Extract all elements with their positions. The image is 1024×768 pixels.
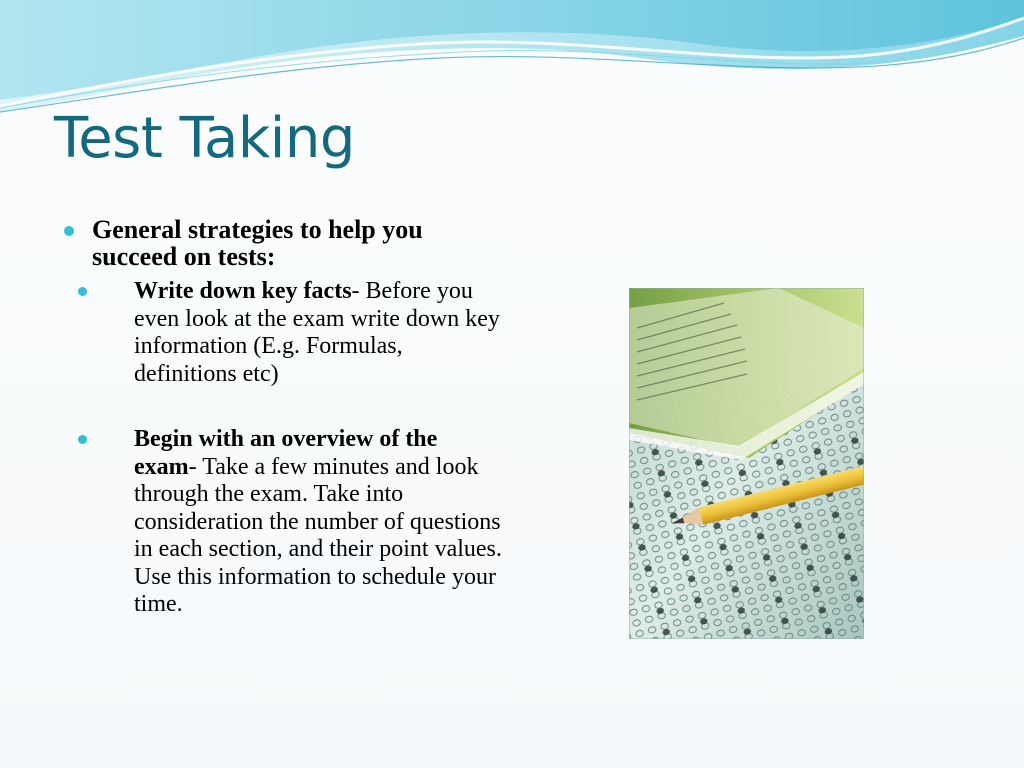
bullet-dot-icon (78, 287, 87, 296)
sub-bullet-heading: Begin with an overview of the exam (134, 426, 438, 480)
sub-bullet-heading: Write down key facts (134, 278, 352, 304)
exam-sheet-photo (629, 288, 864, 639)
slide-title: Test Taking (54, 106, 355, 171)
bullet-dot-icon (78, 435, 87, 444)
sub-bullet-key-facts (104, 278, 504, 388)
sub-bullet-body: - Before you even look at the exam write down key information (E.g. Formulas, definitions etc) (134, 278, 500, 387)
bullet-main (62, 216, 512, 270)
sub-bullet-body: - Take a few minutes and look through the exam. Take into consideration the number of questions in each section, and their point values. Use this information to schedule your time. (134, 453, 502, 617)
bullet-dot-icon (64, 226, 74, 236)
header-wave-decoration (0, 0, 1024, 120)
bullet-main-text: General strategies to help you succeed on tests: (92, 215, 423, 271)
sub-bullet-text (134, 426, 504, 619)
bullet-list (62, 216, 512, 619)
exam-answer-sheet-with-pencil-icon (629, 288, 864, 639)
sub-bullet-text (134, 278, 504, 388)
sub-bullet-overview (104, 426, 504, 619)
